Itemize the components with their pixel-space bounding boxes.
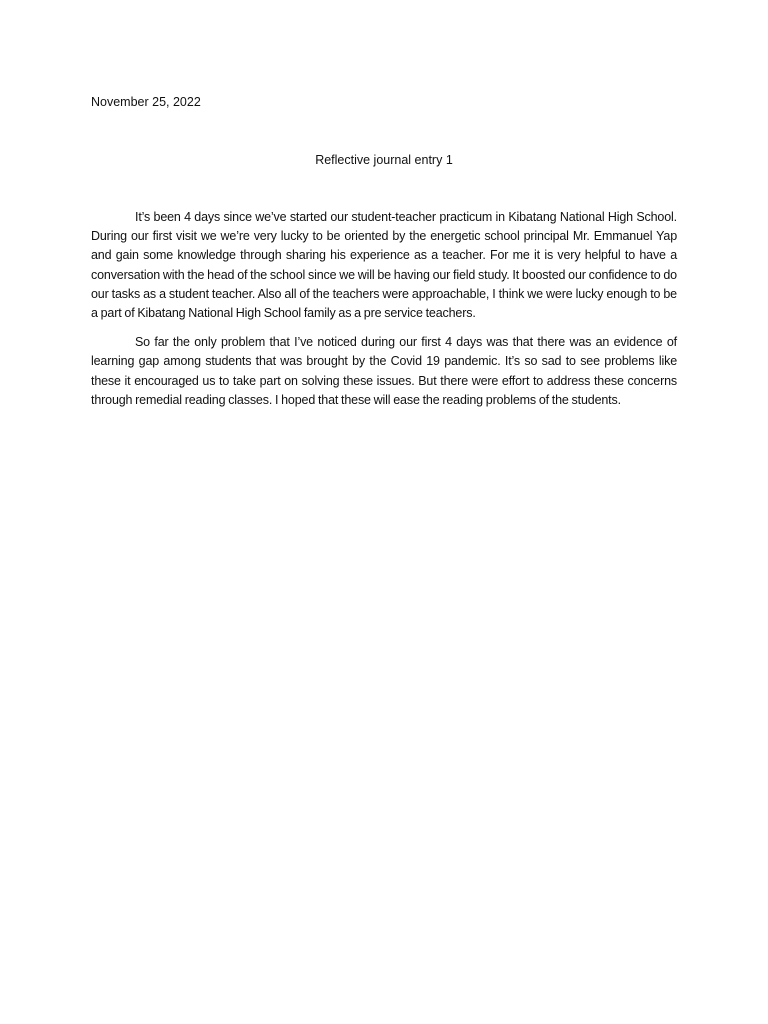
journal-body (91, 208, 677, 420)
journal-title: Reflective journal entry 1 (315, 153, 453, 167)
journal-paragraph-2: So far the only problem that I’ve noticed during our first 4 days was that there was an evidence of learning gap among students that was brought by the Covid 19 pandemic. It’s so sad to see problems like these it encouraged us to take part on solving these issues. But there were effort to address these concerns through remedial reading classes. I hoped that these will ease the reading problems of the students. (91, 335, 677, 407)
journal-date: November 25, 2022 (91, 95, 201, 109)
journal-paragraph-1: It’s been 4 days since we’ve started our student-teacher practicum in Kibatang National High School. During our first visit we we’re very lucky to be oriented by the energetic school principal Mr. Emmanuel Yap and gain some knowledge through sharing his experience as a teacher. For me it is very helpful to have a conversation with the head of the school since we will be having our field study. It boosted our confidence to do our tasks as a student teacher. Also all of the teachers were approachable, I think we were lucky enough to be a part of Kibatang National High School family as a pre service teachers. (91, 210, 677, 321)
